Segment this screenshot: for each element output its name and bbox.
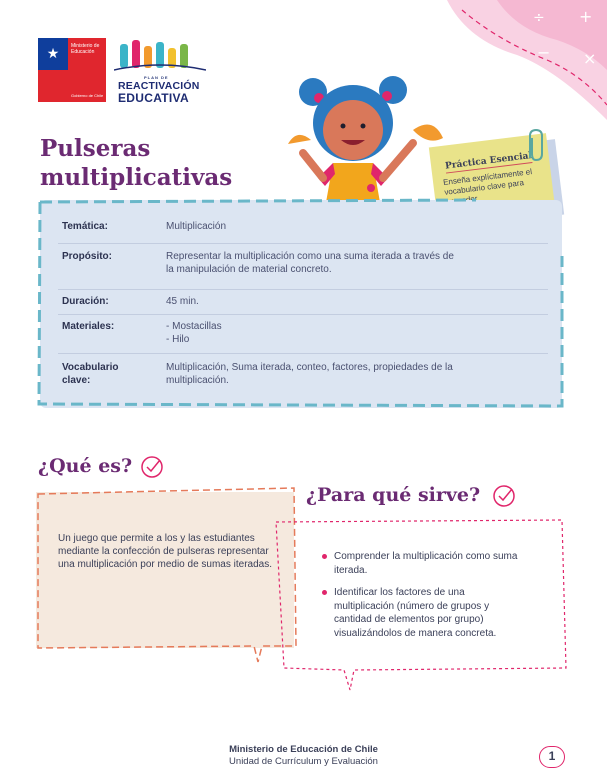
paperclip-icon (524, 128, 546, 164)
svg-text:−: − (537, 43, 551, 62)
info-label: Propósito: (62, 251, 112, 262)
check-circle-icon (140, 455, 164, 479)
info-label: Duración: (62, 296, 109, 307)
material-item: - Mostacillas (166, 321, 222, 332)
ministry-logo-line2: Educación (71, 49, 95, 55)
info-label: Materiales: (62, 321, 115, 332)
info-row-duracion (58, 295, 548, 315)
page-number: 1 (539, 746, 565, 768)
list-item: Comprender la multiplicación como suma iterada. (322, 550, 522, 577)
page-title: Pulseras multiplicativas (40, 135, 233, 191)
info-value: Multiplicación (166, 221, 227, 232)
girl-illustration (283, 68, 443, 208)
info-value: Multiplicación, Suma iterada, conteo, factores, propiedades de la multiplicación. (166, 362, 453, 386)
info-value: Representar la multiplicación como una suma iterada a través de la manipulación de material concreto. (166, 251, 454, 275)
svg-text:÷: ÷ (533, 10, 545, 26)
note-body: Enseña explícitamente el vocabulario clave para (442, 167, 533, 197)
note-heading: Práctica Esencial (444, 151, 533, 172)
svg-text:+: + (579, 7, 593, 26)
ministry-logo-line1: Ministerio de (71, 43, 100, 49)
star-icon: ★ (46, 45, 60, 61)
list-item: Identificar los factores de una multiplicación (número de grupos y cantidad de elementos por grupo) visualizándolos de manera concreta. (322, 586, 522, 640)
info-row-tematica (58, 220, 548, 244)
bullet-icon (322, 554, 327, 559)
que-es-heading: ¿Qué es? (38, 455, 133, 477)
reactivacion-logo (114, 38, 206, 104)
info-label: Vocabulario clave: (62, 362, 119, 386)
check-circle-icon (492, 484, 516, 508)
que-es-box (36, 486, 298, 648)
ministry-logo (38, 38, 106, 102)
info-row-vocabulario (58, 361, 548, 391)
footer (0, 744, 607, 767)
que-es-box-border (36, 486, 298, 664)
svg-text:×: × (583, 49, 597, 68)
ministry-logo-sub: Gobierno de Chile (71, 93, 104, 98)
que-es-text: Un juego que permite a los y las estudiantes mediante la confección de pulseras representar una multiplicación por medio de sumas iteradas. (58, 533, 272, 570)
info-row-proposito (58, 250, 548, 290)
info-row-materiales (58, 320, 548, 354)
info-value (166, 320, 486, 346)
plan-label: PLAN DE (144, 75, 169, 80)
para-que-heading: ¿Para qué sirve? (306, 484, 481, 506)
para-que-list (322, 550, 522, 649)
plan-title-1: REACTIVACIÓN (118, 80, 200, 92)
material-item: - Hilo (166, 334, 190, 345)
bullet-icon (322, 590, 327, 595)
hands-icon (114, 38, 206, 78)
info-label: Temática: (62, 221, 108, 232)
info-value: 45 min. (166, 296, 199, 307)
footer-line1: Ministerio de Educación de Chile (229, 744, 378, 755)
plan-title-2: EDUCATIVA (118, 91, 189, 105)
footer-line2: Unidad de Currículum y Evaluación (229, 756, 378, 767)
